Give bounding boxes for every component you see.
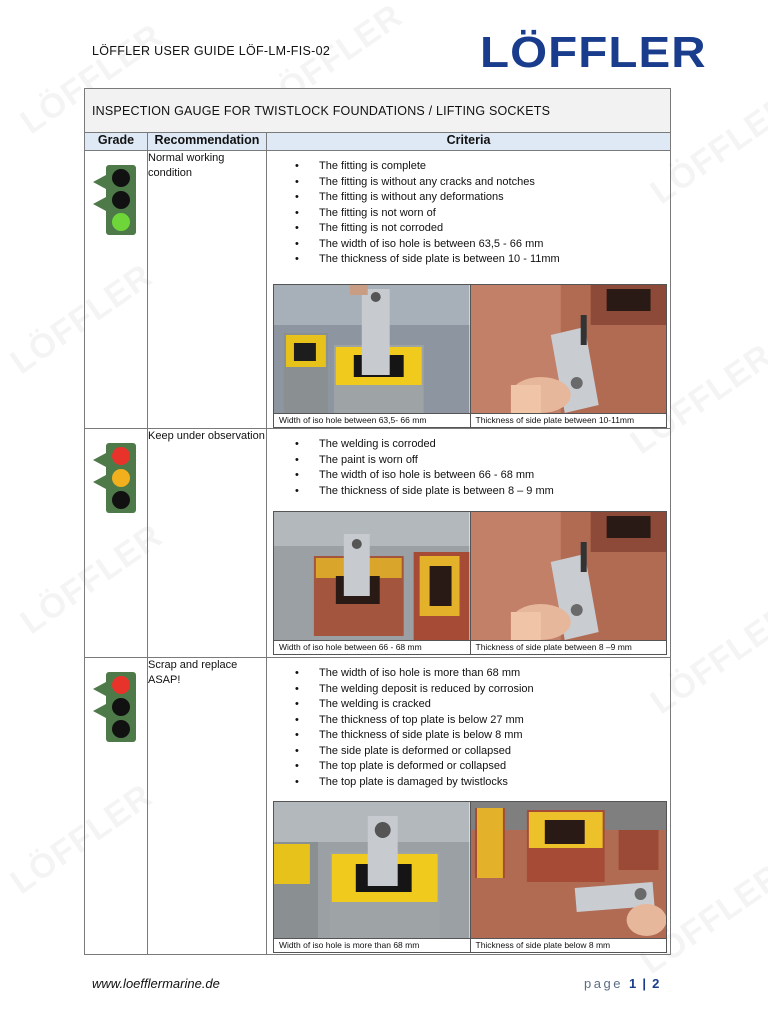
traffic-light-green-icon <box>106 165 136 235</box>
photo-caption: Thickness of side plate between 8 –9 mm <box>471 640 667 654</box>
list-item: • The thickness of top plate is below 27 mm <box>267 713 670 729</box>
photo-iso-hole-gauge <box>274 285 470 413</box>
list-item: • The fitting is complete <box>267 159 670 175</box>
criteria-list <box>267 666 670 790</box>
column-header-grade: Grade <box>85 133 148 151</box>
inspection-table <box>84 88 671 955</box>
list-item: • The thickness of side plate is between 10 - 11mm <box>267 252 670 268</box>
criteria-list <box>267 159 670 268</box>
page-number <box>584 976 659 991</box>
criteria-cell <box>267 658 671 955</box>
column-header-criteria: Criteria <box>267 133 671 151</box>
column-header-recommendation: Recommendation <box>148 133 267 151</box>
photo-strip <box>273 511 667 655</box>
list-item: • The fitting is without any deformations <box>267 190 670 206</box>
grade-cell <box>85 429 148 658</box>
table-row <box>85 429 671 658</box>
list-item: • The welding is corroded <box>267 437 670 453</box>
traffic-light-red-icon <box>106 672 136 742</box>
photo-side-plate-gauge <box>471 512 667 640</box>
photo-caption: Width of iso hole between 66 - 68 mm <box>274 640 470 654</box>
criteria-cell <box>267 429 671 658</box>
list-item: • The welding is cracked <box>267 697 670 713</box>
grade-cell <box>85 151 148 429</box>
list-item: • The side plate is deformed or collapsed <box>267 744 670 760</box>
photo-side-plate-gauge <box>471 285 667 413</box>
photo-caption: Thickness of side plate between 10-11mm <box>471 413 667 427</box>
page-total: 2 <box>652 976 660 991</box>
recommendation-text: Keep under observation <box>148 429 267 658</box>
table-row <box>85 151 671 429</box>
list-item: • The width of iso hole is between 63,5 - 66 mm <box>267 237 670 253</box>
photo-strip <box>273 284 667 428</box>
photo-caption: Thickness of side plate below 8 mm <box>471 938 667 952</box>
table-row <box>85 658 671 955</box>
loeffler-logo: LÖFFLER <box>480 28 707 77</box>
list-item: • The top plate is damaged by twistlocks <box>267 775 670 791</box>
list-item: • The fitting is not corroded <box>267 221 670 237</box>
page-label: page <box>584 976 623 991</box>
page-current: 1 <box>629 976 637 991</box>
table-title: INSPECTION GAUGE FOR TWISTLOCK FOUNDATIONS / LIFTING SOCKETS <box>85 89 671 133</box>
photo-side-plate-gauge <box>471 802 667 938</box>
recommendation-text: Normal working condition <box>148 151 267 429</box>
photo-strip <box>273 801 667 953</box>
photo-iso-hole-gauge <box>274 802 470 938</box>
traffic-light-yellow-icon <box>106 443 136 513</box>
photo-iso-hole-gauge <box>274 512 470 640</box>
list-item: • The width of iso hole is between 66 - 68 mm <box>267 468 670 484</box>
criteria-list <box>267 437 670 499</box>
photo-caption: Width of iso hole between 63,5- 66 mm <box>274 413 470 427</box>
list-item: • The fitting is without any cracks and notches <box>267 175 670 191</box>
photo-caption: Width of iso hole is more than 68 mm <box>274 938 470 952</box>
list-item: • The welding deposit is reduced by corrosion <box>267 682 670 698</box>
document-title: LÖFFLER USER GUIDE LÖF-LM-FIS-02 <box>92 44 331 58</box>
page-separator: | <box>642 976 647 991</box>
grade-cell <box>85 658 148 955</box>
list-item: • The thickness of side plate is below 8 mm <box>267 728 670 744</box>
list-item: • The paint is worn off <box>267 453 670 469</box>
website-link[interactable]: www.loefflermarine.de <box>92 976 220 991</box>
recommendation-text: Scrap and replace ASAP! <box>148 658 267 955</box>
list-item: • The top plate is deformed or collapsed <box>267 759 670 775</box>
list-item: • The width of iso hole is more than 68 mm <box>267 666 670 682</box>
list-item: • The thickness of side plate is between 8 – 9 mm <box>267 484 670 500</box>
list-item: • The fitting is not worn of <box>267 206 670 222</box>
criteria-cell <box>267 151 671 429</box>
